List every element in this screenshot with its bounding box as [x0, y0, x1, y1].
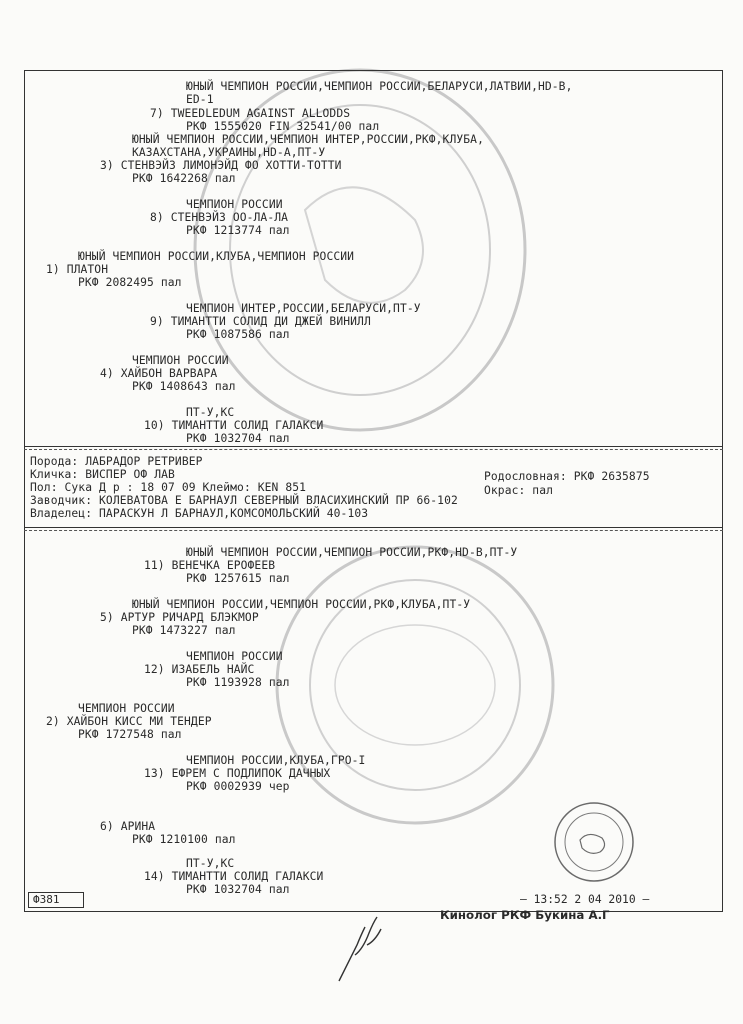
ancestor-name: 7) TWEEDLEDUM AGAINST ALLODDS: [150, 107, 351, 120]
title-line: ПТ-У,КС: [186, 406, 235, 419]
ancestor-name: 9) ТИМАНТТИ СОЛИД ДИ ДЖЕЙ ВИНИЛЛ: [150, 315, 371, 328]
ancestor-name: 14) ТИМАНТТИ СОЛИД ГАЛАКСИ: [144, 870, 324, 883]
print-datetime: — 13:52 2 04 2010 —: [520, 893, 650, 906]
title-line: ЮНЫЙ ЧЕМПИОН РОССИИ,КЛУБА,ЧЕМПИОН РОССИИ: [78, 250, 355, 263]
dog-name-line: Кличка: ВИСПЕР ОФ ЛАВ: [30, 468, 175, 481]
ancestor-name: 11) ВЕНЕЧКА ЕРОФЕЕВ: [144, 559, 276, 572]
datetime-text: 13:52 2 04 2010: [533, 893, 636, 906]
ancestor-name: 5) АРТУР РИЧАРД БЛЭКМОР: [100, 611, 259, 624]
registration-line: РКФ 1257615 пал: [186, 572, 290, 585]
ancestor-name: 10) ТИМАНТТИ СОЛИД ГАЛАКСИ: [144, 419, 324, 432]
title-line: ЮНЫЙ ЧЕМПИОН РОССИИ,ЧЕМПИОН РОССИИ,БЕЛАРУСИ,ЛАТВИИ,HD-B,: [186, 80, 573, 93]
ancestor-name: 8) СТЕНВЭЙЗ ОО-ЛА-ЛА: [150, 211, 289, 224]
form-code-box: Ф381: [28, 892, 84, 908]
title-line: ЮНЫЙ ЧЕМПИОН РОССИИ,ЧЕМПИОН РОССИИ,РКФ,КЛУБА,ПТ-У: [132, 598, 471, 611]
title-line: ЧЕМПИОН РОССИИ: [78, 702, 175, 715]
divider-lower: [24, 527, 723, 528]
registration-line: РКФ 1032704 пал: [186, 883, 290, 896]
ancestor-name: 1) ПЛАТОН: [46, 263, 109, 276]
title-line: ПТ-У,КС: [186, 857, 235, 870]
registration-line: РКФ 1193928 пал: [186, 676, 290, 689]
ancestor-name: 13) ЕФРЕМ С ПОДЛИПОК ДАЧНЫХ: [144, 767, 331, 780]
title-line: ЧЕМПИОН РОССИИ: [186, 650, 283, 663]
ancestor-name: 4) ХАЙБОН ВАРВАРА: [100, 367, 218, 380]
title-line: ED-1: [186, 93, 214, 106]
ancestor-name: 2) ХАЙБОН КИСС МИ ТЕНДЕР: [46, 715, 212, 728]
title-line: ЮНЫЙ ЧЕМПИОН РОССИИ,ЧЕМПИОН ИНТЕР,РОССИИ,РКФ,КЛУБА,: [132, 133, 484, 146]
registration-line: РКФ 1408643 пал: [132, 380, 236, 393]
registration-line: РКФ 1642268 пал: [132, 172, 236, 185]
divider-info-top: [24, 449, 723, 450]
registration-line: РКФ 1032704 пал: [186, 432, 290, 445]
ancestor-name: 12) ИЗАБЕЛЬ НАЙС: [144, 663, 255, 676]
registration-line: РКФ 1213774 пал: [186, 224, 290, 237]
cynologist-signature-line: Кинолог РКФ Букина А.Г: [440, 908, 610, 922]
title-line: ЧЕМПИОН РОССИИ,КЛУБА,ГРО-I: [186, 754, 366, 767]
owner-line: Владелец: ПАРАСКУН Л БАРНАУЛ,КОМСОМОЛЬСКИЙ 40-103: [30, 507, 369, 520]
registration-line: РКФ 1727548 пал: [78, 728, 182, 741]
divider-upper: [24, 446, 723, 447]
handwritten-signature: [335, 915, 395, 985]
title-line: ЧЕМПИОН РОССИИ: [186, 198, 283, 211]
title-line: ЧЕМПИОН ИНТЕР,РОССИИ,БЕЛАРУСИ,ПТ-У: [186, 302, 421, 315]
breed-line: Порода: ЛАБРАДОР РЕТРИВЕР: [30, 455, 203, 468]
sex-birth-line: Пол: Сука Д р : 18 07 09 Клеймо: KEN 851: [30, 481, 307, 494]
title-line: КАЗАХСТАНА,УКРАИНЫ,HD-A,ПТ-У: [132, 146, 326, 159]
divider-info-bottom: [24, 530, 723, 531]
registration-line: РКФ 1555020 FIN 32541/00 пал: [186, 120, 380, 133]
registration-line: РКФ 2082495 пал: [78, 276, 182, 289]
breeder-line: Заводчик: КОЛЕВАТОВА Е БАРНАУЛ СЕВЕРНЫЙ ВЛАСИХИНСКИЙ ПР 66-102: [30, 494, 458, 507]
ancestor-name: 3) СТЕНВЭЙЗ ЛИМОНЭЙД ФО ХОТТИ-ТОТТИ: [100, 159, 342, 172]
registration-line: РКФ 1210100 пал: [132, 833, 236, 846]
pedigree-number: Родословная: РКФ 2635875: [484, 470, 650, 483]
ancestor-name: 6) АРИНА: [100, 820, 156, 833]
title-line: ЧЕМПИОН РОССИИ: [132, 354, 229, 367]
registration-line: РКФ 1473227 пал: [132, 624, 236, 637]
registration-line: РКФ 0002939 чер: [186, 780, 290, 793]
color-line: Окрас: пал: [484, 484, 554, 497]
registration-line: РКФ 1087586 пал: [186, 328, 290, 341]
title-line: ЮНЫЙ ЧЕМПИОН РОССИИ,ЧЕМПИОН РОССИИ,РКФ,HD-B,ПТ-У: [186, 546, 518, 559]
